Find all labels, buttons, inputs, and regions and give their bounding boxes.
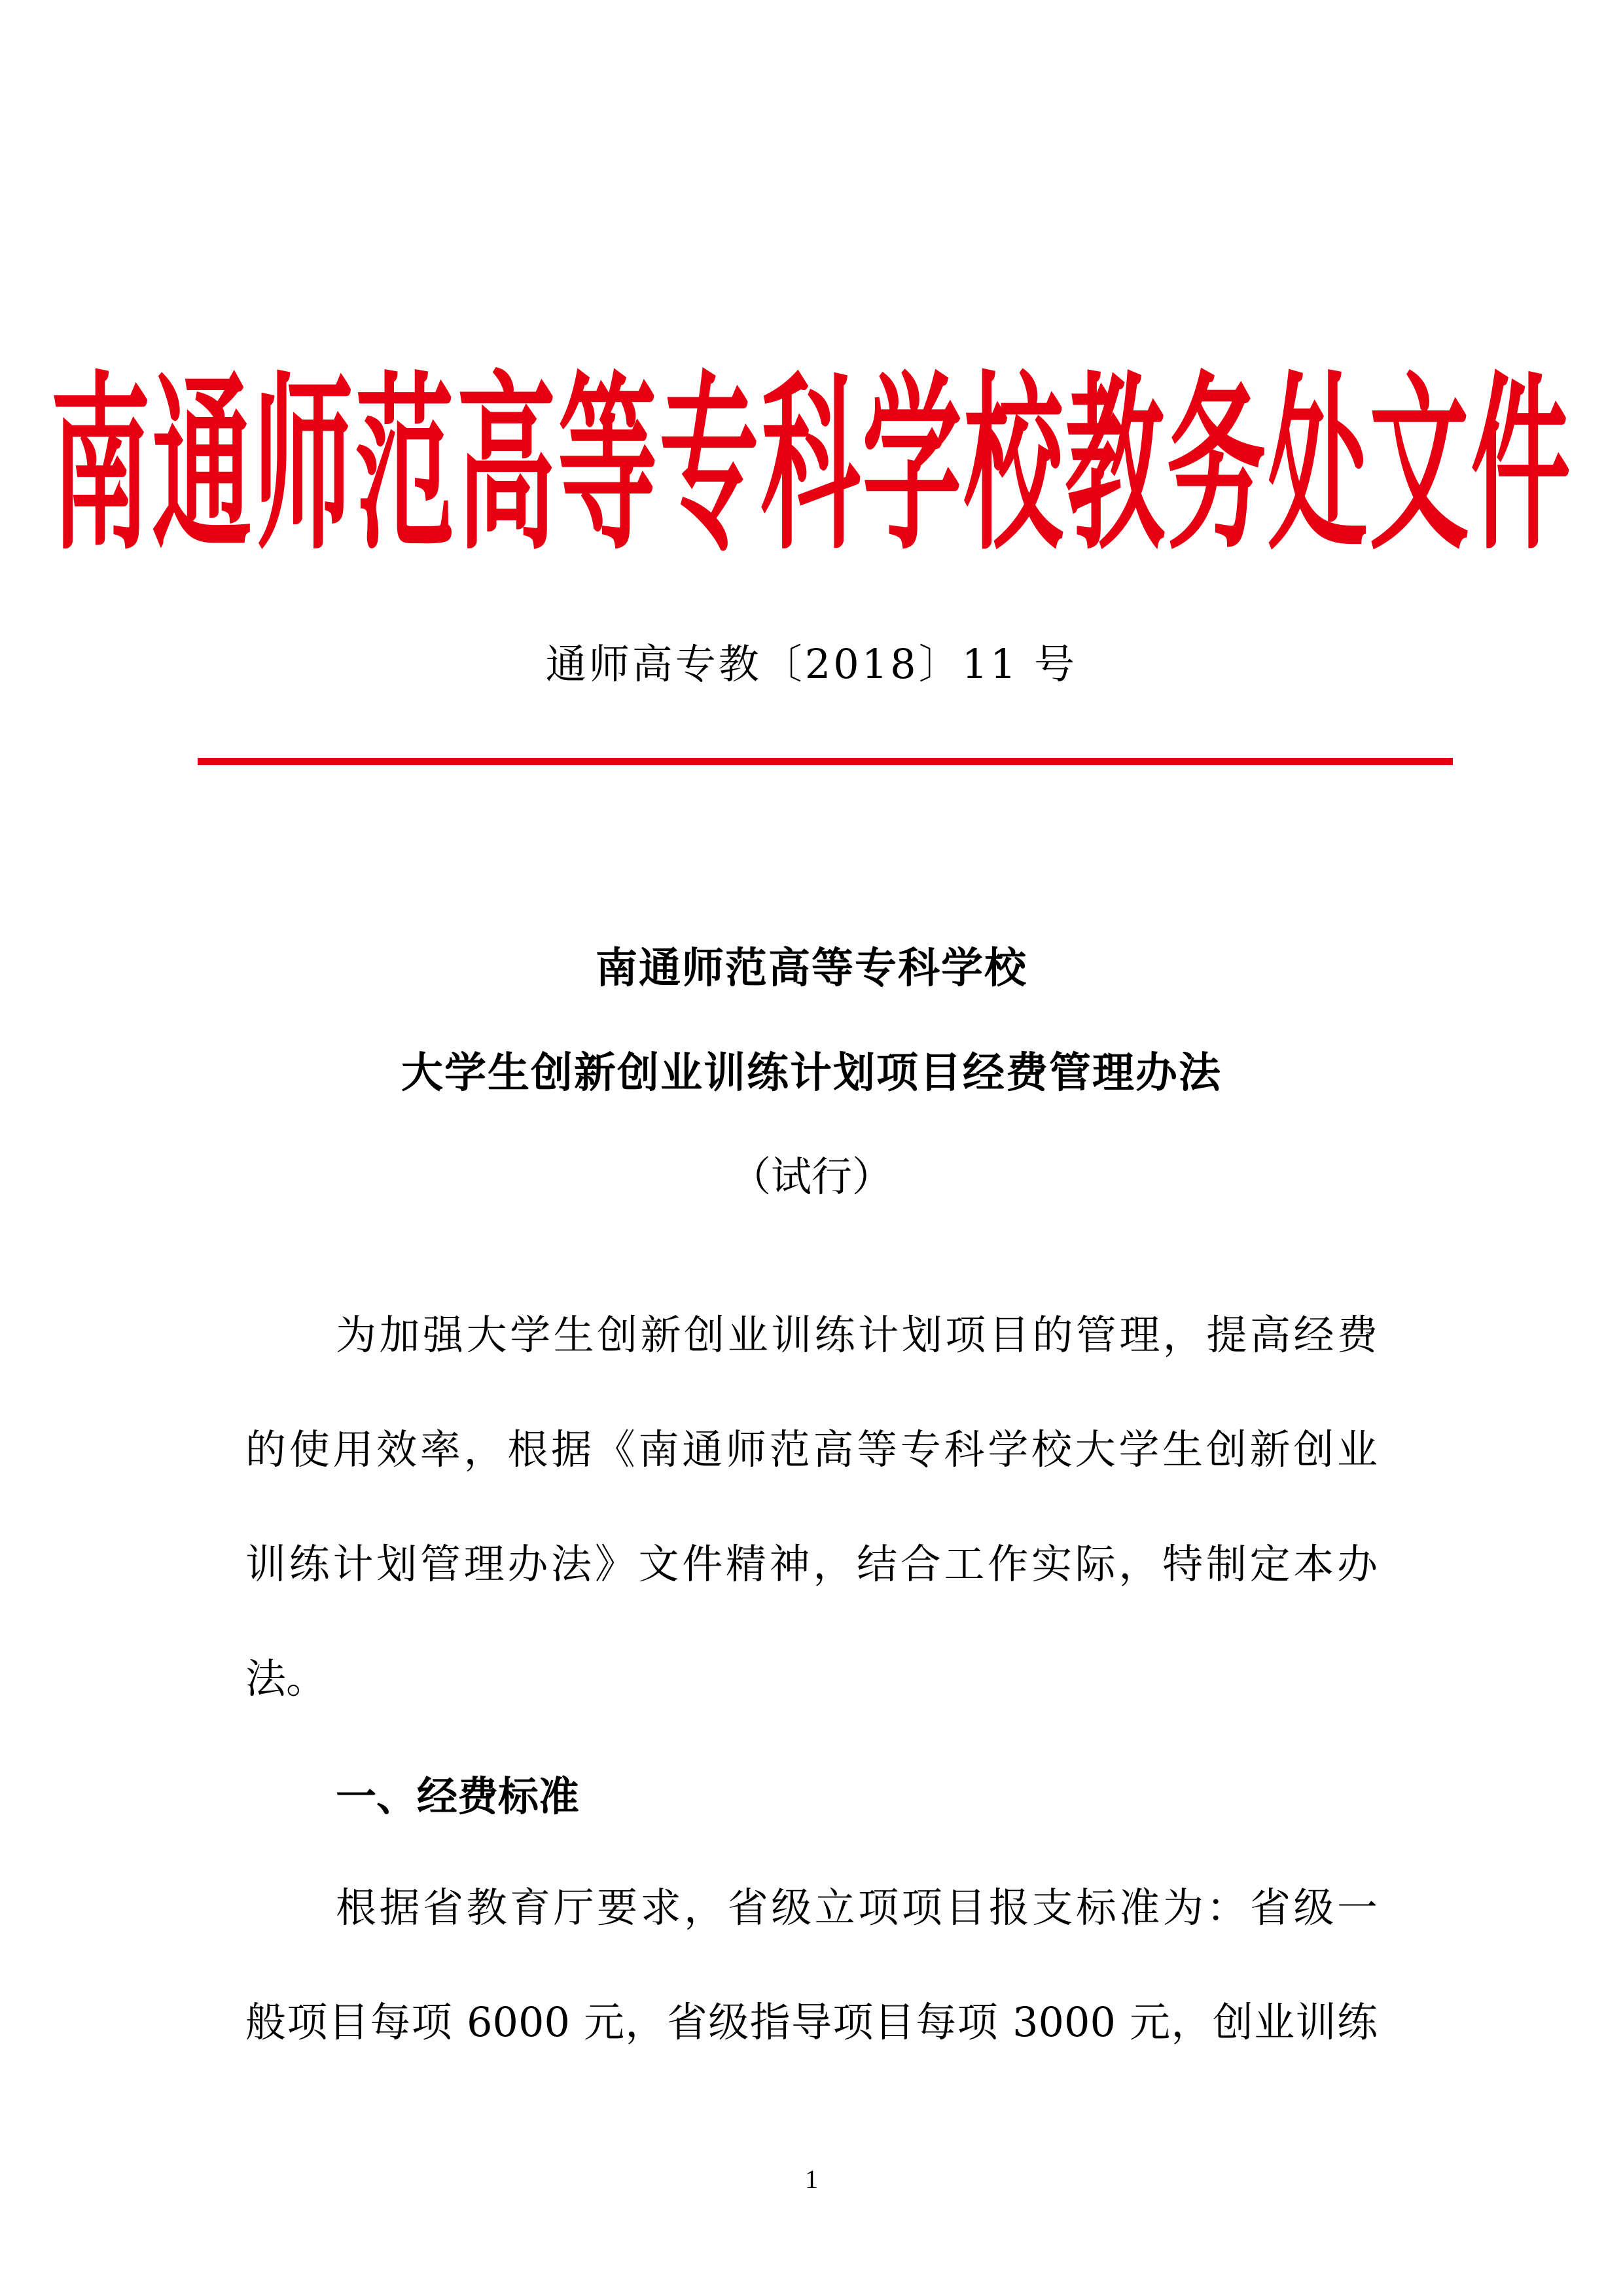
section-heading-funding-standard: 一、经费标准 — [336, 1772, 580, 1820]
document-title-line-1: 南通师范高等专科学校 — [596, 944, 1027, 993]
red-divider-line — [198, 758, 1453, 765]
intro-paragraph-line: 的使用效率，根据《南通师范高等专科学校大学生创新创业 — [245, 1426, 1378, 1473]
section1-paragraph-line: 根据省教育厅要求，省级立项项目报支标准为：省级一 — [336, 1884, 1378, 1931]
intro-paragraph-line: 为加强大学生创新创业训练计划项目的管理，提高经费 — [336, 1311, 1378, 1359]
intro-paragraph-line: 训练计划管理办法》文件精神，结合工作实际，特制定本办 — [245, 1540, 1378, 1588]
intro-paragraph-line: 法。 — [245, 1655, 327, 1702]
document-subtitle: （试行） — [730, 1153, 893, 1200]
document-title-line-2: 大学生创新创业训练计划项目经费管理办法 — [401, 1049, 1222, 1098]
document-number: 通师高专教〔2018〕11 号 — [545, 640, 1078, 688]
masthead-title: 南通师范高等专科学校教务处文件 — [50, 353, 1573, 576]
section1-paragraph-line: 般项目每项 6000 元，省级指导项目每项 3000 元，创业训练 — [245, 1998, 1378, 2046]
page-number: 1 — [805, 2164, 818, 2194]
